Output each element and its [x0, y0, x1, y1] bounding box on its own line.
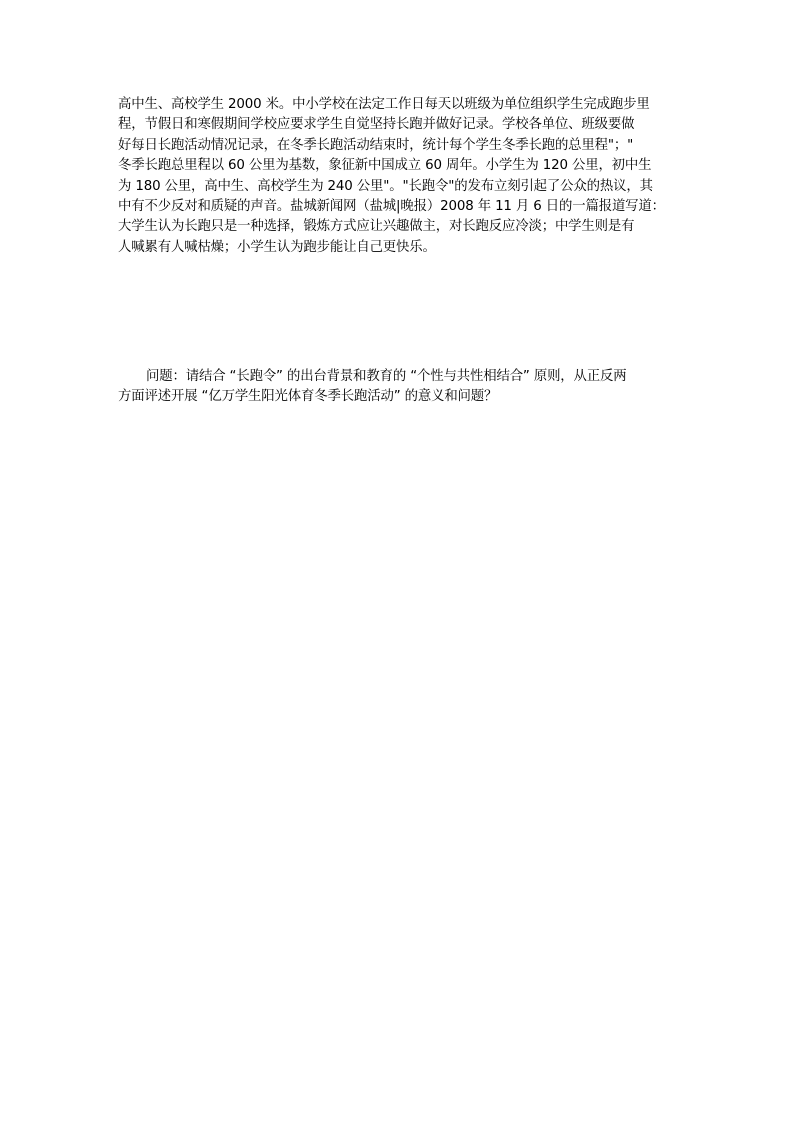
text-line: 冬季长跑总里程以 60 公里为基数，象征新中国成立 60 周年。小学生为 120 公里，初中生	[118, 158, 652, 174]
question-paragraph	[118, 367, 684, 408]
question-line: 问题：请结合 “长跑令” 的出台背景和教育的 “个性与共性相结合” 原则，从正反两	[146, 369, 627, 384]
text-line: 高中生、高校学生 2000 米。中小学校在法定工作日每天以班级为单位组织学生完成跑步里	[118, 97, 650, 112]
text-line: 中有不少反对和质疑的声音。盐城新闻网（盐城|晚报）2008 年 11 月 6 日的一篇报道写道：	[118, 199, 665, 215]
text-line: 好每日长跑活动情况记录，在冬季长跑活动结束时，统计每个学生冬季长跑的总里程"；"	[118, 137, 634, 153]
text-line: 程，节假日和寒假期间学校应要求学生自觉坚持长跑并做好记录。学校各单位、班级要做	[118, 117, 635, 133]
body-paragraph	[118, 95, 684, 258]
text-line: 大学生认为长跑只是一种选择，锻炼方式应让兴趣做主，对长跑反应冷淡；中学生则是有	[118, 219, 635, 235]
text-line: 人喊累有人喊枯燥；小学生认为跑步能让自己更快乐。	[118, 239, 436, 255]
text-line: 为 180 公里，高中生、高校学生为 240 公里"。"长跑令"的发布立刻引起了公众的热议，其	[118, 178, 653, 194]
question-line: 方面评述开展 “亿万学生阳光体育冬季长跑活动” 的意义和问题？	[118, 389, 498, 405]
